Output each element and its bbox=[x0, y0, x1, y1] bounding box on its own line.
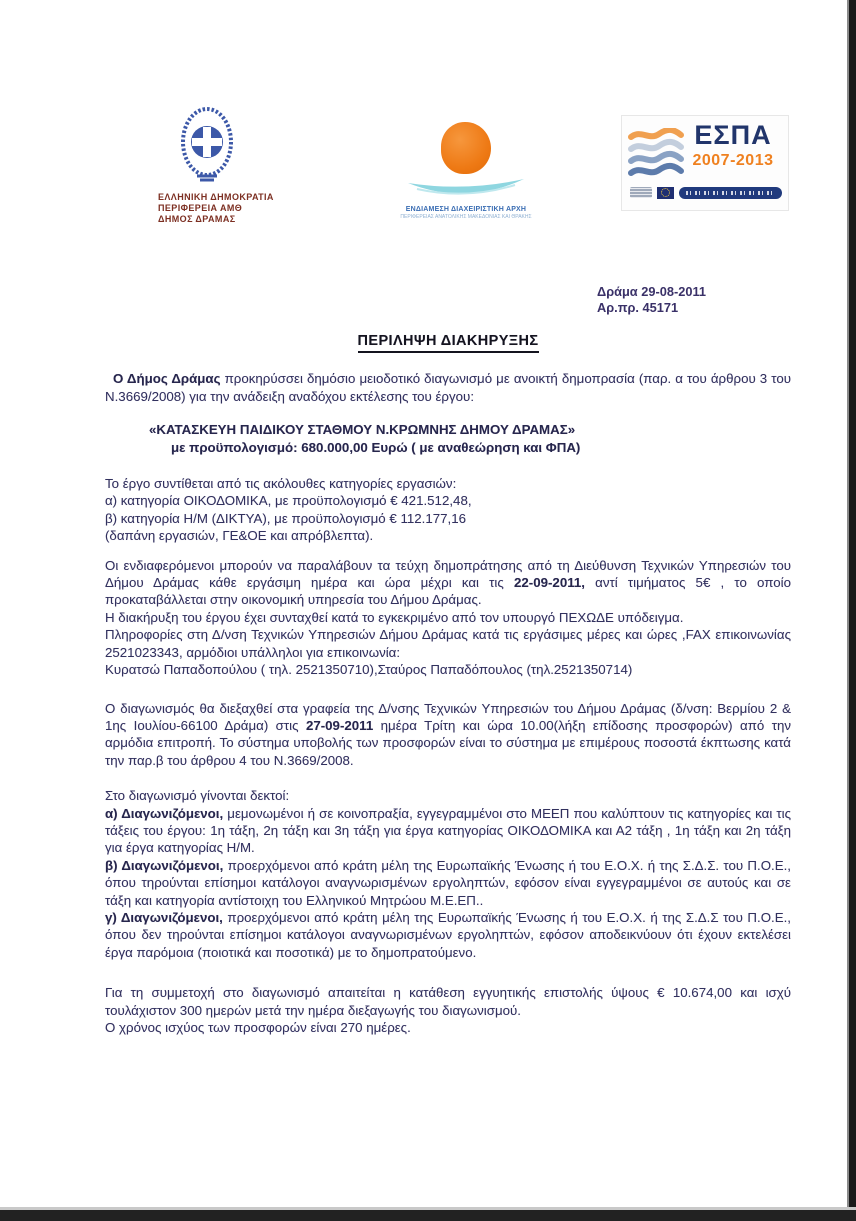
item-a-text: μεμονωμένοι ή σε κοινοπραξία, εγγεγραμμένοι στο ΜΕΕΠ που καλύπτουν τις κατηγορίες και τις τάξεις του έργου: 1η τάξη, 2η τάξη και 3η τάξη για έργα κατηγορίας ΟΙΚΟΔΟΜΙΚΑ και Α2 τάξη , 1η τάξη και 2η τάξη για έργα κατηγορίας Η/Μ. bbox=[105, 805, 792, 856]
documents-text-a: Οι ενδιαφερόμενοι μπορούν να παραλάβουν τα τεύχη δημοπράτησης από τη Διεύθυνση Τεχνικών Υπηρεσιών του Δήμου Δράμας κάθε εργάσιμη ημέρα και ώρα μέχρι και τις bbox=[105, 557, 791, 591]
intro-text: προκηρύσσει δημόσιο μειοδοτικό διαγωνισμό με ανοικτή δημοπρασία (παρ. α του άρθρου 3 του Ν.3669/2008) για την ανάδειξη αναδόχου εκτέλεσης του έργου: bbox=[105, 371, 791, 404]
intro-paragraph bbox=[105, 370, 791, 405]
emblem-caption-line: ΠΕΡΙΦΕΡΕΙΑ ΑΜΘ bbox=[158, 203, 243, 213]
sun-icon bbox=[441, 122, 491, 174]
item-c-text: προερχόμενοι από κράτη μέλη της Ευρωπαϊκής Ένωσης ή του Ε.Ο.Χ. ή της Σ.Δ.Σ του Π.Ο.Ε., όπου δεν τηρούνται επίσημοι κατάλογοι αναγνωρισμένων εργοληπτών, εφόσον αποδεικνύουν ότι έχουν εκτελέσει έργα παρόμοια (ποιοτικά και ποσοτικά) με το δημοπρατούμενο. bbox=[105, 909, 791, 960]
project-title: «ΚΑΤΑΣΚΕΥΗ ΠΑΙΔΙΚΟΥ ΣΤΑΘΜΟΥ Ν.ΚΡΩΜΝΗΣ ΔΗΜΟΥ ΔΡΑΜΑΣ» bbox=[149, 422, 576, 438]
managing-authority-logo bbox=[386, 122, 546, 220]
emblem-caption-line: ΕΛΛΗΝΙΚΗ ΔΗΜΟΚΡΑΤΙΑ bbox=[158, 192, 274, 202]
eligibility-heading: Στο διαγωνισμό γίνονται δεκτοί: bbox=[105, 788, 290, 804]
project-block bbox=[105, 421, 791, 456]
document-body bbox=[105, 332, 791, 1036]
scan-edge-right bbox=[849, 0, 856, 1221]
municipality-name: Ο Δήμος Δράμας bbox=[113, 371, 221, 387]
eligibility-item-a bbox=[105, 805, 791, 857]
categories-intro: Το έργο συντίθεται από τις ακόλουθες κατηγορίες εργασιών: bbox=[105, 476, 457, 492]
ministry-mini-logo bbox=[630, 187, 652, 198]
tender-details-block bbox=[105, 700, 791, 770]
eligibility-item-b bbox=[105, 857, 791, 909]
espa-tagline-illegible-text bbox=[686, 191, 775, 195]
offer-validity-line: Ο χρόνος ισχύος των προσφορών είναι 270 ημέρες. bbox=[105, 1020, 411, 1035]
eligibility-block bbox=[105, 787, 791, 961]
scan-edge-bottom bbox=[0, 1210, 856, 1221]
espa-years: 2007-2013 bbox=[692, 152, 774, 169]
espa-wordmark: ΕΣΠΑ bbox=[694, 120, 772, 150]
tender-text-a: Ο διαγωνισμός θα διεξαχθεί στα γραφεία της Δ/νσης Τεχνικών Υπηρεσιών του Δήμου Δράμας (δ/νση: Βερμίου 2 & 1ης Ιουλίου-66100 Δράμα) στις bbox=[105, 700, 791, 733]
hellenic-republic-logo bbox=[158, 106, 318, 225]
protocol-number: Αρ.πρ. 45171 bbox=[597, 300, 679, 315]
documents-text-b: αντί τιμήματος 5€ , το οποίο προκαταβάλλεται στην οικονομική υπηρεσία του Δήμου Δράμας. bbox=[105, 575, 791, 608]
espa-logo bbox=[621, 115, 789, 211]
item-b-label: β) Διαγωνιζόμενοι, bbox=[105, 857, 224, 873]
item-b-text: προερχόμενοι από κράτη μέλη της Ευρωπαϊκής Ένωσης ή του Ε.Ο.Χ. ή της Σ.Δ.Σ. του Π.Ο.Ε., όπου τηρούνται επίσημοι κατάλογοι αναγνωρισμένων εργοληπτών, εφόσον είναι εγγεγραμμένοι σε αυτούς και σε τάξη και κατηγορία αντίστοιχη του Ελληνικού Μητρώου Μ.Ε.ΕΠ.. bbox=[105, 857, 791, 908]
tender-text-b: ημέρα Τρίτη και ώρα 10.00(λήξη επίδοσης προσφορών) από την αρμόδια επιτροπή. Το σύστημα υποβολής των προσφορών είναι το σύστημα με επιμέρους ποσοστά έκπτωσης κατά την παρ.β του άρθρου 4 του Ν.3669/2008. bbox=[105, 717, 791, 768]
place-date: Δράμα 29-08-2011 bbox=[597, 284, 706, 299]
date-protocol-block bbox=[597, 284, 706, 316]
espa-waves-icon bbox=[628, 128, 684, 178]
documents-paragraph bbox=[105, 557, 791, 609]
emblem-caption-line: ΔΗΜΟΣ ΔΡΑΜΑΣ bbox=[158, 214, 236, 224]
wave-swoosh-icon bbox=[403, 176, 529, 198]
hellenic-republic-emblem-icon bbox=[180, 106, 234, 184]
categories-note: (δαπάνη εργασιών, ΓΕ&ΟΕ και απρόβλεπτα). bbox=[105, 528, 374, 544]
tender-date: 27-09-2011 bbox=[305, 717, 374, 733]
info-paragraph: Πληροφορίες στη Δ/νση Τεχνικών Υπηρεσιών Δήμου Δράμας κατά τις εργάσιμες μέρες και ώρες ,FAX επικοινωνίας 2521023343, αρμόδιοι υπάλληλοι για επικοινωνία: bbox=[105, 627, 791, 660]
template-paragraph: Η διακήρυξη του έργου έχει συνταχθεί κατά το εγκεκριμένο από τον υπουργό ΠΕΧΩΔΕ υπόδειγμα. bbox=[105, 609, 684, 625]
contacts-line: Κυρατσώ Παπαδοπούλου ( τηλ. 2521350710),Σταύρος Παπαδόπουλος (τηλ.2521350714) bbox=[105, 662, 633, 678]
managing-authority-caption: ΕΝΔΙΑΜΕΣΗ ΔΙΑΧΕΙΡΙΣΤΙΚΗ ΑΡΧΗ bbox=[405, 206, 527, 213]
document-title: ΠΕΡΙΛΗΨΗ ΔΙΑΚΗΡΥΞΗΣ bbox=[358, 333, 539, 353]
managing-authority-subcaption: ΠΕΡΙΦΕΡΕΙΑΣ ΑΝΑΤΟΛΙΚΗΣ ΜΑΚΕΔΟΝΙΑΣ ΚΑΙ ΘΡΑΚΗΣ bbox=[400, 214, 532, 220]
tender-paragraph bbox=[105, 700, 791, 770]
guarantee-paragraph: Για τη συμμετοχή στο διαγωνισμό απαιτείται η κατάθεση εγγυητικής επιστολής ύψους € 10.674,00 και ισχύ τουλάχιστον 300 ημερών μετά την ημέρα διεξαγωγής του διαγωνισμού. bbox=[105, 985, 791, 1018]
guarantee-block bbox=[105, 984, 791, 1036]
project-budget: με προϋπολογισμό: 680.000,00 Ευρώ ( με αναθεώρηση και ΦΠΑ) bbox=[171, 439, 581, 455]
work-categories-block bbox=[105, 475, 791, 545]
item-a-label: α) Διαγωνιζόμενοι, bbox=[105, 805, 224, 821]
tender-documents-block bbox=[105, 557, 791, 679]
eu-flag-icon bbox=[657, 187, 674, 199]
eligibility-item-c bbox=[105, 909, 791, 961]
item-c-label: γ) Διαγωνιζόμενοι, bbox=[105, 909, 223, 925]
espa-tagline-ribbon bbox=[679, 187, 782, 199]
documents-deadline-date: 22-09-2011, bbox=[513, 575, 585, 591]
category-electromechanical: β) κατηγορία Η/Μ (ΔΙΚΤΥΑ), με προϋπολογισμό € 112.177,16 bbox=[105, 510, 467, 526]
category-building: α) κατηγορία ΟΙΚΟΔΟΜΙΚΑ, με προϋπολογισμό € 421.512,48, bbox=[105, 493, 472, 509]
